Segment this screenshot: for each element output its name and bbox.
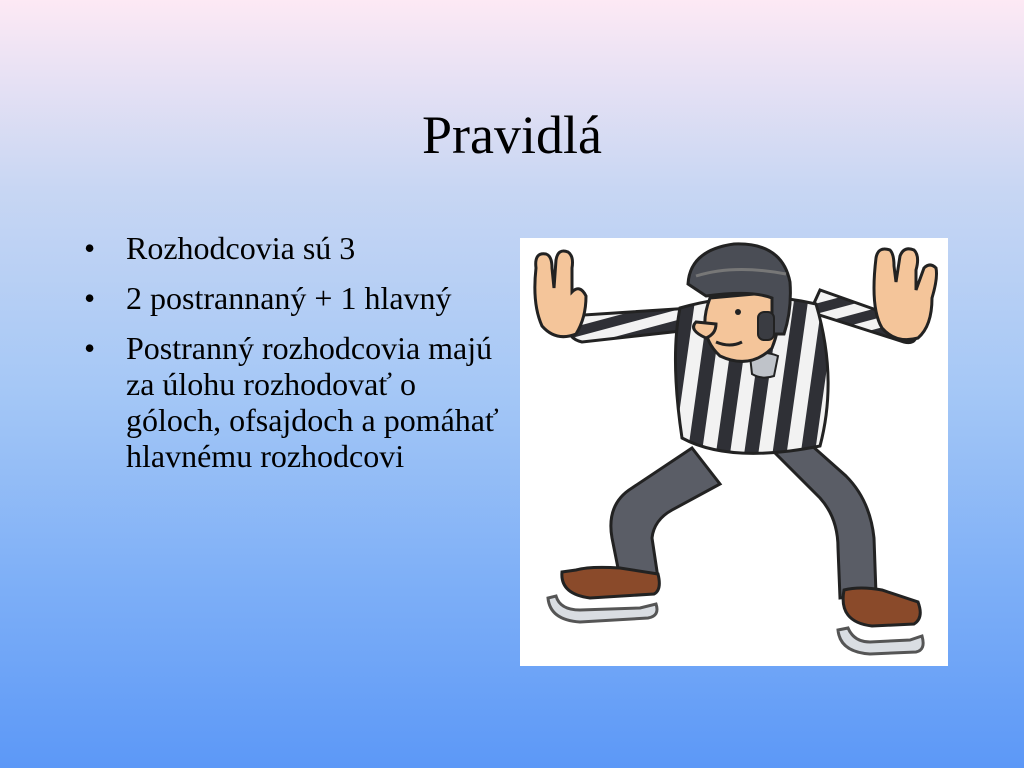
skate-blade-right — [838, 628, 923, 654]
hand-right — [874, 249, 937, 340]
hand-left — [535, 251, 586, 337]
bullet-icon: • — [84, 230, 96, 266]
referee-illustration — [520, 238, 948, 666]
bullet-icon: • — [84, 330, 96, 366]
bullet-text: 2 postrannaný + 1 hlavný — [126, 280, 452, 316]
list-item — [84, 330, 514, 474]
bullet-text: Postranný rozhodcovia majú za úlohu rozhodovať o góloch, ofsajdoch a pomáhať hlavnému rozhodcovi — [126, 330, 499, 474]
bullet-text: Rozhodcovia sú 3 — [126, 230, 356, 266]
skate-blade-left — [548, 596, 657, 622]
bullet-icon: • — [84, 280, 96, 316]
list-item — [84, 230, 514, 266]
list-item — [84, 280, 514, 316]
slide-title: Pravidlá — [422, 105, 602, 165]
hockey-referee-icon — [520, 238, 948, 666]
bullet-list — [84, 230, 514, 488]
